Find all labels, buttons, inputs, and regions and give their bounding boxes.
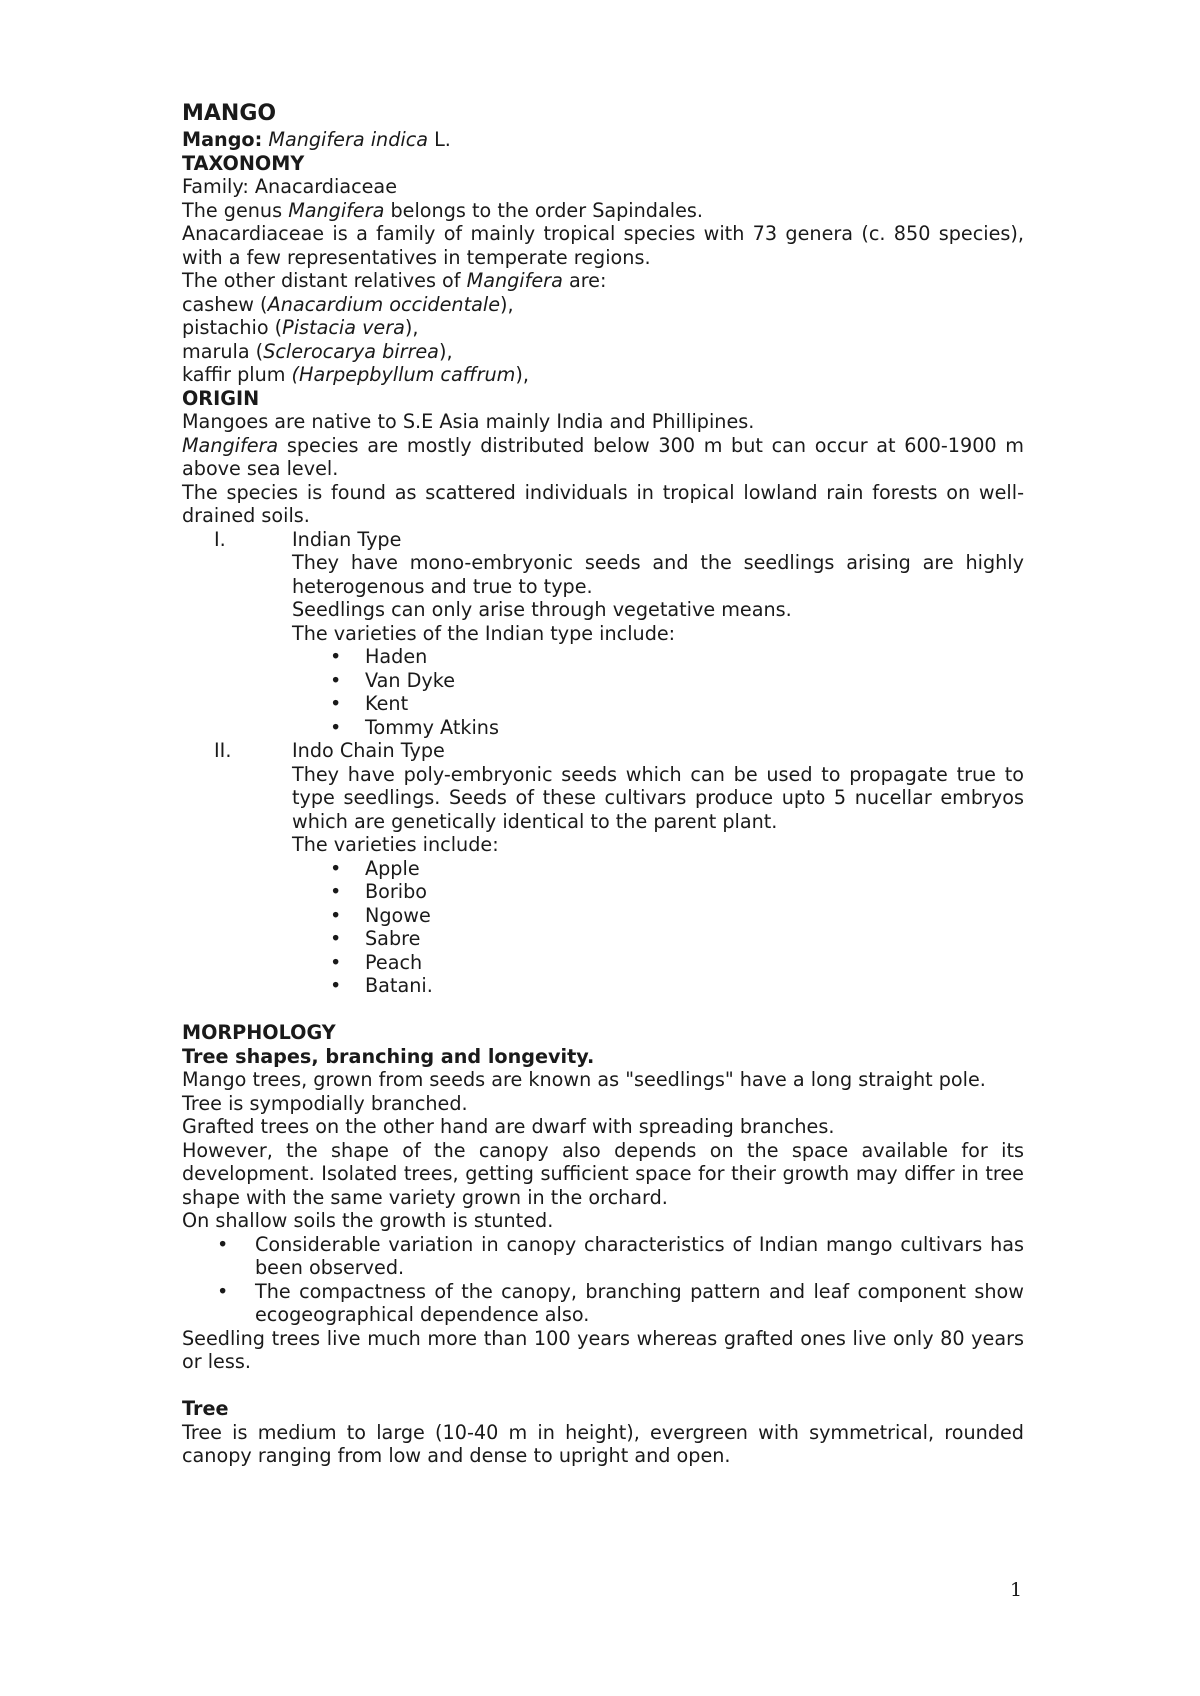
relative-latin: (Harpepbyllum caffrum bbox=[291, 363, 516, 386]
variety-item: • Haden bbox=[182, 645, 1024, 669]
origin-p3: The species is found as scattered individuals in tropical lowland rain forests on well-drained soils. bbox=[182, 480, 1024, 527]
genus-line bbox=[182, 199, 1024, 223]
origin-p2-italic: Mangifera bbox=[182, 433, 279, 457]
type-desc: The varieties include: bbox=[292, 833, 499, 856]
relative-common: marula ( bbox=[182, 339, 264, 363]
type-desc: The varieties of the Indian type include: bbox=[292, 621, 676, 645]
type-desc: They have mono-embryonic seeds and the seedlings arising are highly heterogenous and true to type. bbox=[292, 551, 1024, 598]
morphology-bullet: • Considerable variation in canopy characteristics of Indian mango cultivars has been observed. bbox=[182, 1233, 1024, 1280]
tree-description: Tree is medium to large (10-40 m in height), evergreen with symmetrical, rounded canopy ranging from low and dense to upright and open. bbox=[182, 1420, 1024, 1467]
morphology-para: Grafted trees on the other hand are dwarf with spreading branches. bbox=[182, 1115, 835, 1138]
morphology-bullets bbox=[182, 1233, 1024, 1327]
relative-item bbox=[182, 293, 1024, 317]
longevity-para: Seedling trees live much more than 100 years whereas grafted ones live only 80 years or less. bbox=[182, 1326, 1024, 1373]
sci-name: Mangifera indica bbox=[268, 128, 429, 151]
morphology-subheading: Tree shapes, branching and longevity. bbox=[182, 1044, 595, 1068]
relative-latin: Anacardium occidentale bbox=[267, 292, 500, 316]
morphology-heading: MORPHOLOGY bbox=[182, 1021, 336, 1044]
type-numeral: I. bbox=[214, 527, 226, 551]
morphology-para: Mango trees, grown from seeds are known as "seedlings" have a long straight pole. bbox=[182, 1068, 986, 1091]
variety-item: • Kent bbox=[182, 692, 1024, 716]
spacer bbox=[182, 998, 1024, 1022]
type-row bbox=[182, 739, 1024, 763]
relative-end: ), bbox=[500, 292, 514, 316]
origin-p2-rest: species are mostly distributed below 300 m but can occur at 600-1900 m above sea level. bbox=[182, 433, 1024, 480]
relatives-post: are: bbox=[562, 269, 607, 292]
variety-list bbox=[182, 645, 1024, 739]
type-desc: Seedlings can only arise through vegetative means. bbox=[292, 598, 792, 621]
relatives-pre: The other distant relatives of bbox=[182, 269, 467, 292]
relative-item bbox=[182, 363, 1024, 387]
scientific-name-line bbox=[182, 128, 1024, 152]
type-row bbox=[182, 528, 1024, 552]
type-name: Indo Chain Type bbox=[292, 739, 445, 762]
variety-item: • Boribo bbox=[182, 880, 1024, 904]
morphology-para: On shallow soils the growth is stunted. bbox=[182, 1209, 554, 1232]
variety-item: • Sabre bbox=[182, 927, 1024, 951]
type-desc: They have poly-embryonic seeds which can be used to propagate true to type seedlings. Seeds of these cultivars produce upto 5 nucellar embryos which are genetically identical to the parent plant. bbox=[292, 762, 1024, 833]
taxonomy-heading: TAXONOMY bbox=[182, 151, 305, 175]
page-number: 1 bbox=[1010, 1579, 1023, 1601]
relative-common: pistachio ( bbox=[182, 316, 283, 339]
variety-list bbox=[182, 857, 1024, 998]
genus-pre: The genus bbox=[182, 198, 289, 222]
genus-post: belongs to the order Sapindales. bbox=[384, 198, 703, 222]
relative-item bbox=[182, 340, 1024, 364]
type-numeral: II. bbox=[214, 739, 232, 762]
origin-heading: ORIGIN bbox=[182, 386, 260, 410]
morphology-bullet: • The compactness of the canopy, branching pattern and leaf component show ecogeographical dependence also. bbox=[182, 1280, 1024, 1327]
relative-end: ), bbox=[438, 339, 453, 363]
type-name: Indian Type bbox=[292, 527, 402, 551]
morphology-para: Tree is sympodially branched. bbox=[182, 1091, 468, 1115]
relative-latin: Sclerocarya birrea bbox=[263, 339, 439, 363]
variety-item: • Tommy Atkins bbox=[182, 716, 1024, 740]
morphology-para: However, the shape of the canopy also depends on the space available for its development. Isolated trees, getting sufficient space for their growth may differ in tree shape with the same variety grown in the orchard. bbox=[182, 1138, 1024, 1209]
sci-label: Mango: bbox=[182, 128, 263, 151]
relatives-intro bbox=[182, 269, 1024, 293]
relative-end: ), bbox=[404, 316, 419, 339]
tree-heading: Tree bbox=[182, 1397, 229, 1420]
document-title: MANGO bbox=[182, 101, 277, 126]
relative-common: cashew ( bbox=[182, 292, 268, 316]
relative-item bbox=[182, 316, 1024, 340]
variety-item: • Peach bbox=[182, 951, 1024, 975]
origin-p1: Mangoes are native to S.E Asia mainly India and Phillipines. bbox=[182, 410, 755, 433]
family-line: Family: Anacardiaceae bbox=[182, 175, 397, 198]
variety-item: • Van Dyke bbox=[182, 669, 1024, 693]
relative-common: kaffir plum bbox=[182, 363, 292, 386]
genus-name: Mangifera bbox=[288, 198, 385, 222]
origin-p2 bbox=[182, 434, 1024, 481]
sci-author: L. bbox=[428, 128, 451, 151]
spacer bbox=[182, 1374, 1024, 1398]
variety-item: • Batani. bbox=[182, 974, 1024, 998]
document-page bbox=[182, 100, 1024, 1468]
relatives-name: Mangifera bbox=[466, 269, 563, 292]
relative-end: ), bbox=[515, 363, 529, 386]
variety-item: • Apple bbox=[182, 857, 1024, 881]
relative-latin: Pistacia vera bbox=[282, 316, 405, 339]
variety-item: • Ngowe bbox=[182, 904, 1024, 928]
family-description: Anacardiaceae is a family of mainly tropical species with 73 genera (c. 850 species), with a few representatives in temperate regions. bbox=[182, 222, 1024, 269]
